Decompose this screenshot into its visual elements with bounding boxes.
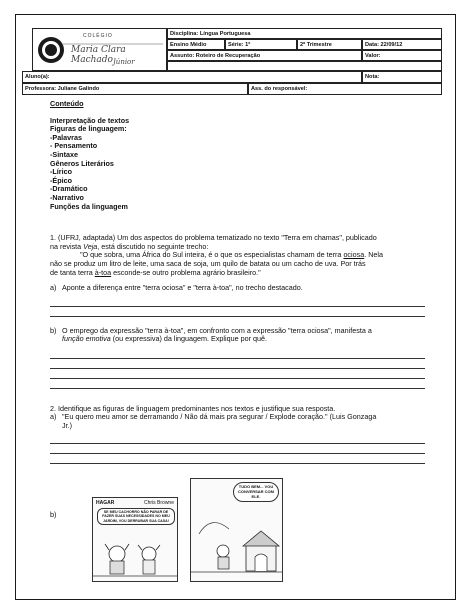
q1-intro-line: 1. (UFRJ, adaptada) Um dos aspectos do problema tematizado no texto "Terra em chamas", publicado xyxy=(50,233,377,243)
assunto-cell: Assunto: Roteiro de Recuperação xyxy=(167,50,362,61)
answer-lines[interactable] xyxy=(50,349,425,389)
responsavel-signature-cell: Ass. do responsável: xyxy=(248,83,442,95)
topic-item: Funções da linguagem xyxy=(50,201,128,211)
topic-item: Gêneros Literários xyxy=(50,158,114,168)
blank-cell xyxy=(167,61,442,71)
quote-text: esconde-se outro problema agrário brasileiro." xyxy=(111,267,261,277)
date-cell: Data: 22/09/12 xyxy=(362,39,442,50)
emphasized-term: função emotiva xyxy=(62,334,111,344)
topic-item: Interpretação de textos xyxy=(50,115,130,125)
q1-quote-line: não se produz um litro de leite, uma saca de soja, um quilo de batata ou um cacho de uva. Por trás xyxy=(50,258,366,268)
quote-text: de tanta terra xyxy=(50,267,95,277)
topic-item: -Épico xyxy=(50,175,72,185)
hagar-comic-panel-left xyxy=(92,497,178,582)
question-2a xyxy=(50,413,425,430)
question-2b-label: b) xyxy=(50,510,57,519)
question-text xyxy=(62,335,372,344)
topic-item: -Dramático xyxy=(50,184,88,194)
quote-text: "O que sobra, uma África do Sul inteira, é o que os especialistas chamam de terra xyxy=(80,250,344,260)
topic-list xyxy=(50,117,425,212)
valor-cell: Valor: xyxy=(362,50,442,61)
topic-item: -Palavras xyxy=(50,132,82,142)
quote-text: . Nela xyxy=(364,250,383,260)
q1-intro-text: , está discutido no seguinte trecho: xyxy=(97,241,209,251)
worksheet-content xyxy=(50,100,425,464)
speech-balloon: TUDO BEM... VOU CONVERSAR COM ELE. xyxy=(233,482,279,502)
topic-item: -Lírico xyxy=(50,167,72,177)
magazine-name: Veja xyxy=(83,241,98,251)
item-label: a) xyxy=(50,283,57,293)
quote-highlight: à-toa xyxy=(94,267,112,277)
q1-intro-text: na revista xyxy=(50,241,84,251)
professora-cell: Professora: Juliane Galindo xyxy=(22,83,248,95)
hagar-comic-panel-right xyxy=(190,478,283,582)
disciplina-cell: Disciplina: Língua Portuguesa xyxy=(167,28,442,39)
question-text: O emprego da expressão "terra à-toa", em confronto com a expressão "terra ociosa", manifesta a xyxy=(62,325,372,335)
item-label: a) xyxy=(50,412,57,422)
question-text: Jr.) xyxy=(62,421,72,431)
question-1b xyxy=(50,327,425,344)
logo-college-text: COLÉGIO xyxy=(83,33,113,39)
comic-title: HAGAR xyxy=(96,500,115,506)
topic-item: -Sintaxe xyxy=(50,149,78,159)
school-logo xyxy=(32,28,167,71)
question-text: (ou expressiva) da linguagem. Explique por quê. xyxy=(110,334,267,344)
logo-name-line2: Júnior xyxy=(113,58,135,66)
logo-name-line1: Maria Clara Machado xyxy=(71,45,126,65)
answer-lines[interactable] xyxy=(50,434,425,464)
question-text: "Eu quero meu amor se derramando / Não dá mais pra segurar / Explode coração." (Luis Gonzaga xyxy=(62,412,377,422)
topic-item: -Narrativo xyxy=(50,192,84,202)
q1-quote-line xyxy=(50,269,425,278)
section-title: Conteúdo xyxy=(50,99,84,108)
question-text: Aponte a diferença entre "terra ociosa" e "terra à-toa", no trecho destacado. xyxy=(62,283,303,293)
item-label: b) xyxy=(50,325,57,335)
ensino-cell: Ensino Médio xyxy=(167,39,225,50)
topic-item: - Pensamento xyxy=(50,141,98,151)
serie-cell: Série: 1ª xyxy=(225,39,297,50)
trimestre-cell: 2º Trimestre xyxy=(297,39,362,50)
house-scene-illustration xyxy=(191,479,282,581)
nota-cell: Nota: xyxy=(362,71,442,83)
comic-author: Chris Browne xyxy=(143,500,174,506)
aluno-cell: Aluno(a): xyxy=(22,71,362,83)
topic-item: Figuras de linguagem: xyxy=(50,124,127,134)
question-1-intro xyxy=(50,234,425,277)
answer-lines[interactable] xyxy=(50,297,425,317)
question-1a xyxy=(50,284,425,293)
question-2-intro: 2. Identifique as figuras de linguagem predominantes nos textos e justifique sua resposta. xyxy=(50,403,336,413)
hagar-characters-illustration xyxy=(93,498,177,581)
speech-balloon: SE MEU CACHORRO NÃO PARAR DE FAZER SUAS NECESSIDADES NO MEU JARDIM, VOU DERRUBAR SUA CASA! xyxy=(97,508,175,525)
quote-highlight: ociosa xyxy=(343,250,365,260)
